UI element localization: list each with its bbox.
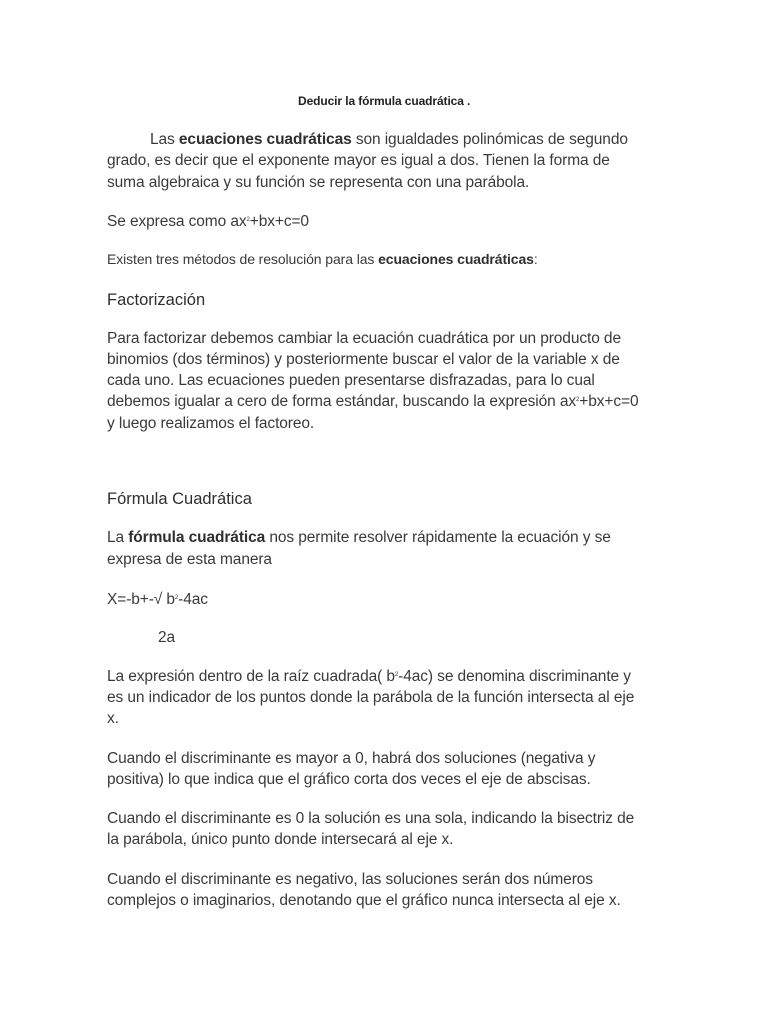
- quadratic-formula-numerator: [107, 589, 208, 610]
- heading-formula-cuadratica: Fórmula Cuadrática: [107, 490, 252, 508]
- formula-bold-term: fórmula cuadrática: [128, 529, 266, 546]
- factorizacion-line-5: y luego realizamos el factoreo.: [107, 415, 315, 432]
- methods-text: :: [533, 251, 538, 267]
- discriminante-p2-line-1: Cuando el discriminante es mayor a 0, habrá dos soluciones (negativa y: [107, 750, 596, 767]
- formula-line-1: [107, 527, 611, 548]
- discriminante-p1-line-2: es un indicador de los puntos donde la parábola de la función intersecta al eje: [107, 689, 635, 706]
- intro-text: Las: [150, 131, 179, 148]
- exponent: 2: [246, 217, 250, 223]
- formula-line-2: expresa de esta manera: [107, 551, 272, 568]
- methods-text: Existen tres métodos de resolución para las: [107, 251, 379, 267]
- discriminante-p3-line-1: Cuando el discriminante es 0 la solución es una sola, indicando la bisectriz de: [107, 810, 635, 827]
- exponent: 2: [174, 595, 179, 601]
- factorizacion-line-3: cada uno. Las ecuaciones pueden presentarse disfrazadas, para lo cual: [107, 372, 595, 389]
- document-title: Deducir la fórmula cuadrática .: [298, 94, 471, 108]
- discriminante-p1-line-1: [107, 666, 631, 687]
- discriminante-p4-line-1: Cuando el discriminante es negativo, las soluciones serán dos números: [107, 871, 593, 888]
- formula-text: nos permite resolver rápidamente la ecuación y se: [265, 529, 611, 546]
- intro-line-1: [150, 129, 628, 150]
- intro-bold-term: ecuaciones cuadráticas: [178, 131, 352, 148]
- factorizacion-text: +bx+c=0: [579, 393, 639, 410]
- factorizacion-line-1: Para factorizar debemos cambiar la ecuación cuadrática por un producto de: [107, 330, 621, 347]
- equation-text: Se expresa como ax: [107, 213, 247, 230]
- discriminante-p2-line-2: positiva) lo que indica que el gráfico corta dos veces el eje de abscisas.: [107, 771, 591, 788]
- discriminante-text: -4ac) se denomina discriminante y: [398, 668, 631, 685]
- heading-factorizacion: Factorización: [107, 291, 206, 309]
- intro-text: son igualdades polinómicas de segundo: [351, 131, 628, 148]
- factorizacion-line-2: binomios (dos términos) y posteriormente buscar el valor de la variable x de: [107, 351, 620, 368]
- methods-intro: [107, 249, 538, 269]
- exponent: 2: [576, 397, 580, 403]
- intro-line-3: suma algebraica y su función se representa con una parábola.: [107, 174, 530, 191]
- formula-numerator-text: X=-b+-√ b: [107, 591, 175, 608]
- methods-bold-term: ecuaciones cuadráticas: [378, 251, 534, 267]
- exponent: 2: [394, 672, 399, 678]
- quadratic-formula-denominator: 2a: [158, 629, 176, 646]
- discriminante-p4-line-2: complejos o imaginarios, denotando que el gráfico nunca intersecta al eje x.: [107, 892, 621, 909]
- discriminante-p1-line-3: x.: [107, 710, 119, 727]
- discriminante-text: La expresión dentro de la raíz cuadrada( b: [107, 668, 395, 685]
- equation-general-form: [107, 211, 309, 232]
- equation-text: +bx+c=0: [249, 213, 309, 230]
- intro-line-2: grado, es decir que el exponente mayor es igual a dos. Tienen la forma de: [107, 152, 610, 169]
- formula-text: La: [107, 529, 129, 546]
- factorizacion-text: debemos igualar a cero de forma estándar, buscando la expresión ax: [107, 393, 577, 410]
- discriminante-p3-line-2: la parábola, único punto donde intersecará al eje x.: [107, 831, 454, 848]
- formula-numerator-text: -4ac: [178, 591, 208, 608]
- factorizacion-line-4: [107, 391, 638, 412]
